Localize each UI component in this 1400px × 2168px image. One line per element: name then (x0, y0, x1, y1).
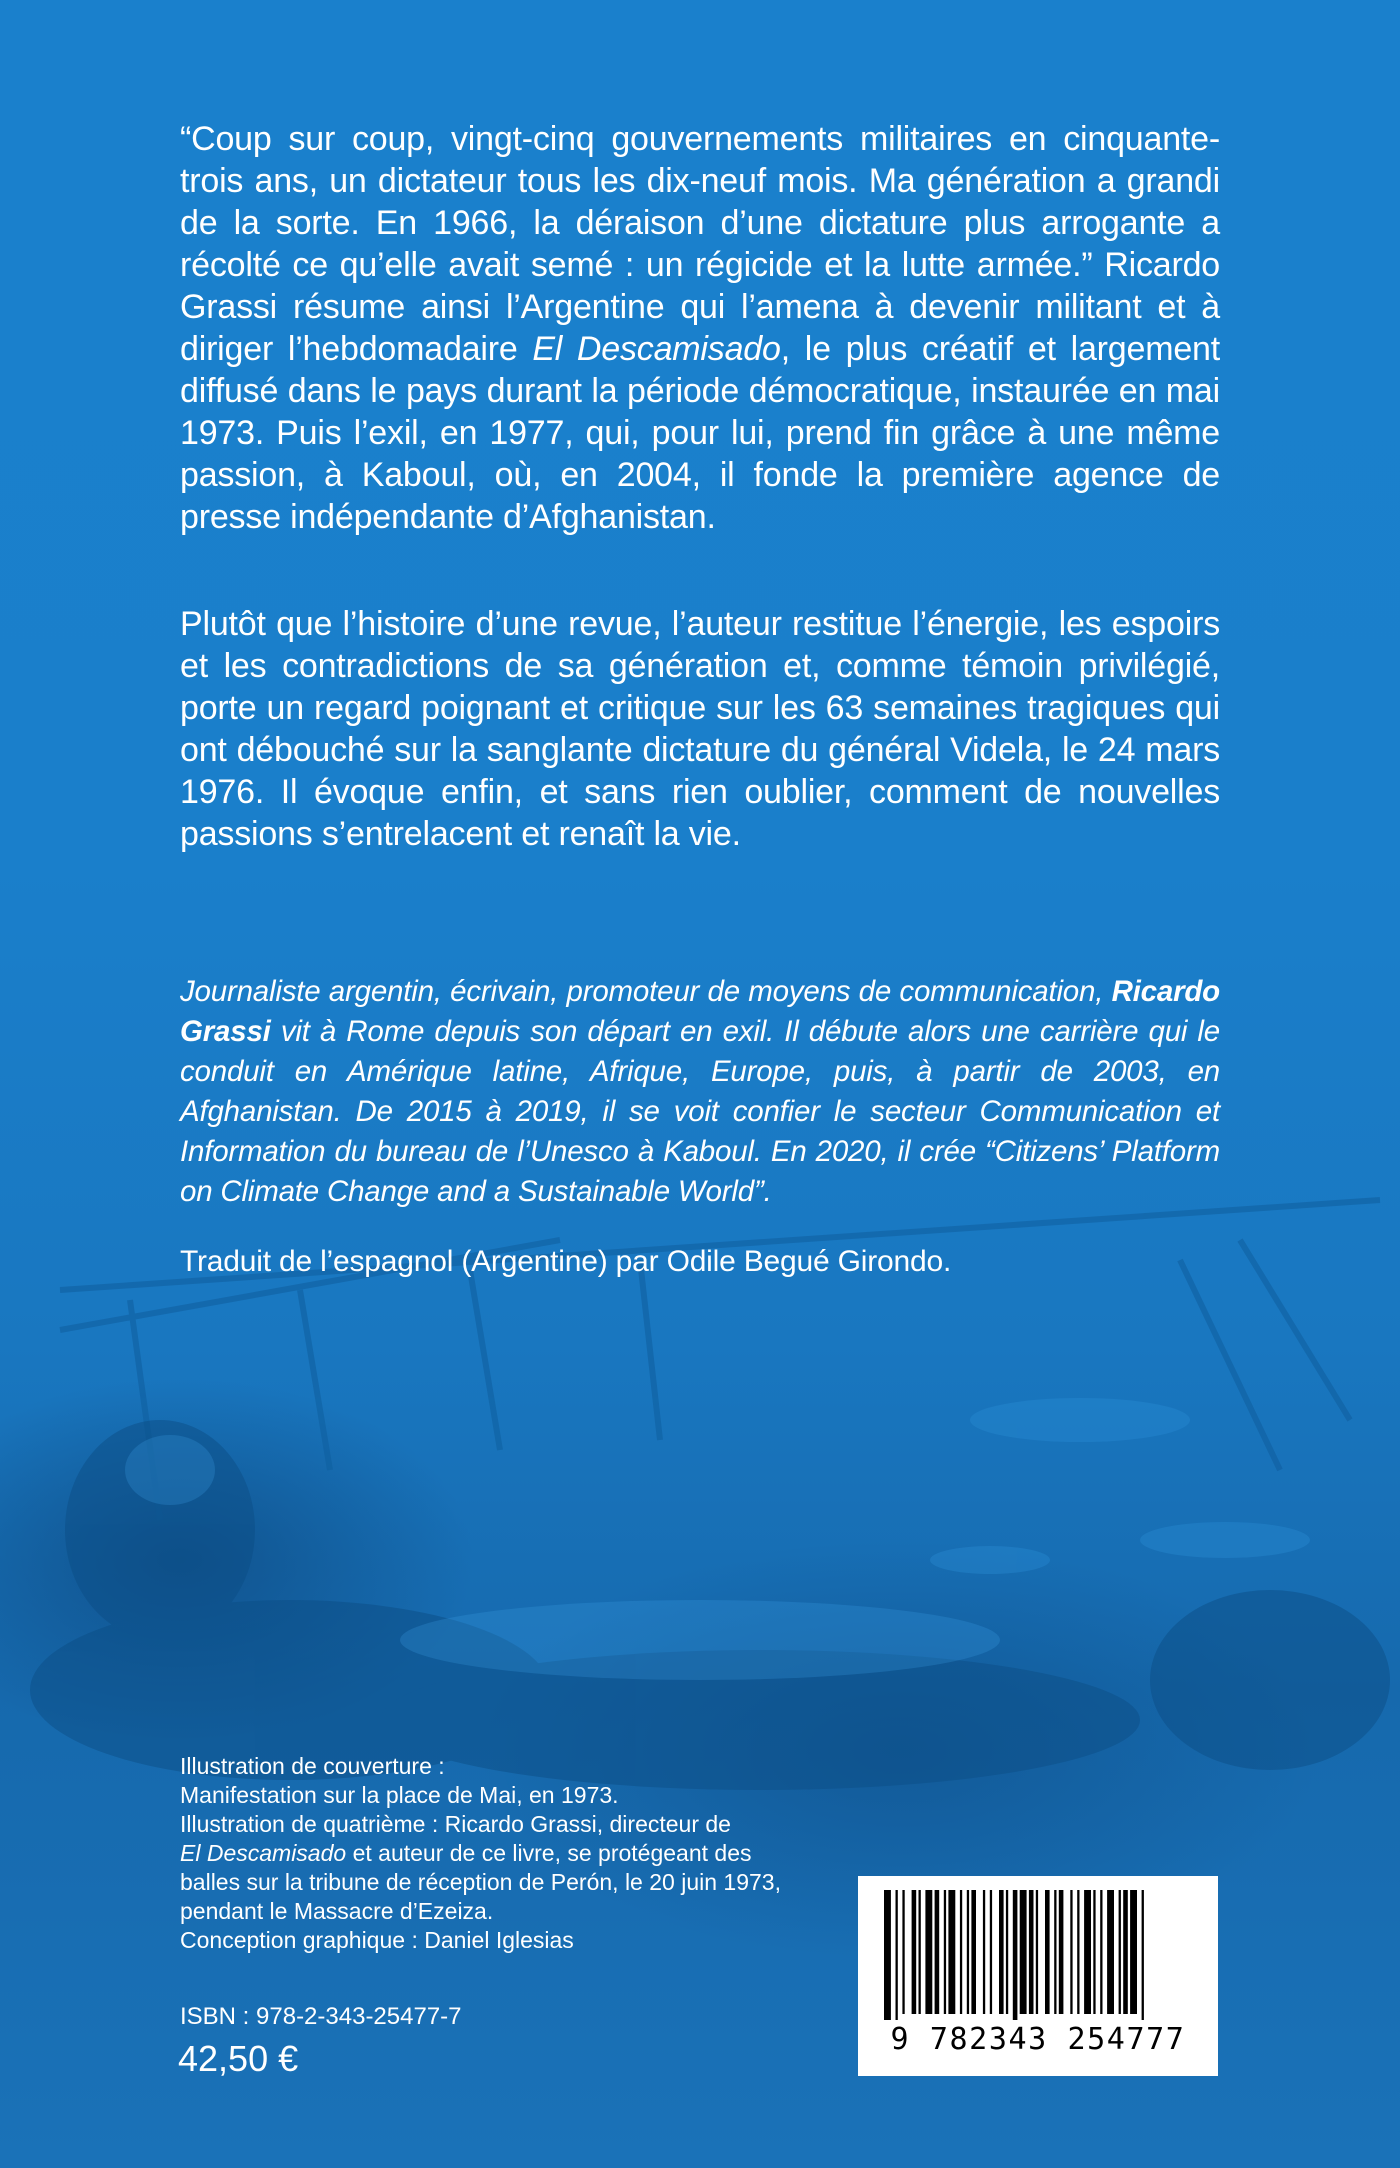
credit-line: Illustration de couverture : (180, 1753, 445, 1779)
credit-line: Illustration de quatrième : Ricardo Grassi, directeur de (180, 1811, 731, 1837)
barcode-bar (1013, 1890, 1018, 2020)
credit-line: pendant le Massacre d’Ezeiza. (180, 1898, 494, 1924)
blurb-p2-text: Plutôt que l’histoire d’une revue, l’auteur restitue l’énergie, les espoirs et les contradictions de sa génération et, comme témoin privilégié, porte un regard poignant et critique sur les 63 semaines tragiques qui ont débouché sur la sanglante dictature du général Videla, le 24 mars 1976. Il évoque enfin, et sans rien oublier, comment de nouvelles passions s’entrelacent et renaît la vie. (180, 605, 1220, 853)
price: 42,50 € (178, 2038, 299, 2079)
author-bio (180, 972, 1220, 1212)
barcode-bar (1107, 1890, 1114, 2014)
barcode-bars-icon (858, 1876, 1218, 2026)
barcode-bar (990, 1890, 992, 2014)
barcode-bar (1070, 1890, 1072, 2014)
credit-magazine-title: El Descamisado (180, 1840, 347, 1866)
credit-line: Manifestation sur la place de Mai, en 1973. (180, 1782, 619, 1808)
barcode-bar (1100, 1890, 1102, 2014)
barcode-bar (896, 1890, 898, 2020)
barcode (858, 1876, 1218, 2076)
barcode-digits: 9 782343 254777 (890, 2022, 1186, 2057)
blurb-p1-text-b: , le plus créatif et largement diffusé dans le pays durant la période démocratique, instaurée en mai 1973. Puis l’exil, en 1977, qui, pour lui, prend fin grâce à une même passion, à Kaboul, où, en 2004, il fonde la première agence de presse indépendante d’Afghanistan. (180, 330, 1221, 536)
blurb-paragraph-2 (180, 603, 1220, 855)
illustration-credits (180, 1752, 860, 1955)
barcode-bar (1059, 1890, 1064, 2014)
translator-credit (180, 1242, 1220, 1282)
barcode-bar (983, 1890, 985, 2014)
barcode-bar (884, 1890, 891, 2020)
blurb-paragraph-1 (180, 118, 1220, 538)
barcode-bar (1093, 1890, 1095, 2014)
barcode-bar (1006, 1890, 1008, 2014)
author-name: Ricardo Grassi (180, 975, 1220, 1048)
magazine-title: El Descamisado (532, 330, 781, 368)
barcode-bar (1084, 1890, 1091, 2014)
barcode-bar (1142, 1890, 1144, 2020)
translator-text: Traduit de l’espagnol (Argentine) par Odile Begué Girondo. (180, 1245, 952, 1278)
barcode-bar (1054, 1890, 1056, 2014)
bio-text-b: vit à Rome depuis son départ en exil. Il débute alors une carrière qui le conduit en Amérique latine, Afrique, Europe, puis, à partir de 2003, en Afghanistan. De 2015 à 2019, il se voit confier le secteur Communication et Information du bureau de l’Unesco à Kaboul. En 2020, il crée “Citizens’ Platform on Climate Change and a Sustainable World”. (180, 1015, 1220, 1208)
credit-line (180, 1839, 860, 1868)
barcode-bar (1029, 1890, 1034, 2014)
barcode-bar (902, 1890, 904, 2014)
credit-line-rest: et auteur de ce livre, se protégeant des (346, 1840, 752, 1866)
barcode-bar (948, 1890, 955, 2014)
barcode-bar (912, 1890, 917, 2014)
barcode-bar (1045, 1890, 1050, 2014)
barcode-bar (935, 1890, 940, 2014)
barcode-bar (960, 1890, 962, 2014)
barcode-bar (1119, 1890, 1121, 2014)
credit-line: Conception graphique : Daniel Iglesias (180, 1927, 574, 1953)
barcode-bar (919, 1890, 921, 2014)
barcode-bar (999, 1890, 1004, 2014)
credit-line: balles sur la tribune de réception de Perón, le 20 juin 1973, (180, 1869, 781, 1895)
blurb-p1-text-a: “Coup sur coup, vingt-cinq gouvernements militaires en cinquante-trois ans, un dictateur tous les dix-neuf mois. Ma génération a grandi de la sorte. En 1966, la déraison d’une dictature plus arrogante a récolté ce qu’elle avait semé : un régicide et la lutte armée.” Ricardo Grassi résume ainsi l’Argentine qui l’amena à devenir militant et à diriger l’hebdomadaire (180, 120, 1220, 368)
bio-text-a: Journaliste argentin, écrivain, promoteur de moyens de communication, (180, 975, 1112, 1008)
barcode-bar (925, 1890, 932, 2014)
barcode-bar (1020, 1890, 1027, 2014)
barcode-bar (971, 1890, 976, 2014)
barcode-bar (944, 1890, 946, 2014)
isbn: ISBN : 978-2-343-25477-7 (180, 2003, 462, 2030)
barcode-bar (1036, 1890, 1038, 2014)
barcode-bar (1130, 1890, 1137, 2014)
barcode-bar (1077, 1890, 1079, 2014)
barcode-bar (1123, 1890, 1128, 2014)
barcode-bar (967, 1890, 969, 2014)
